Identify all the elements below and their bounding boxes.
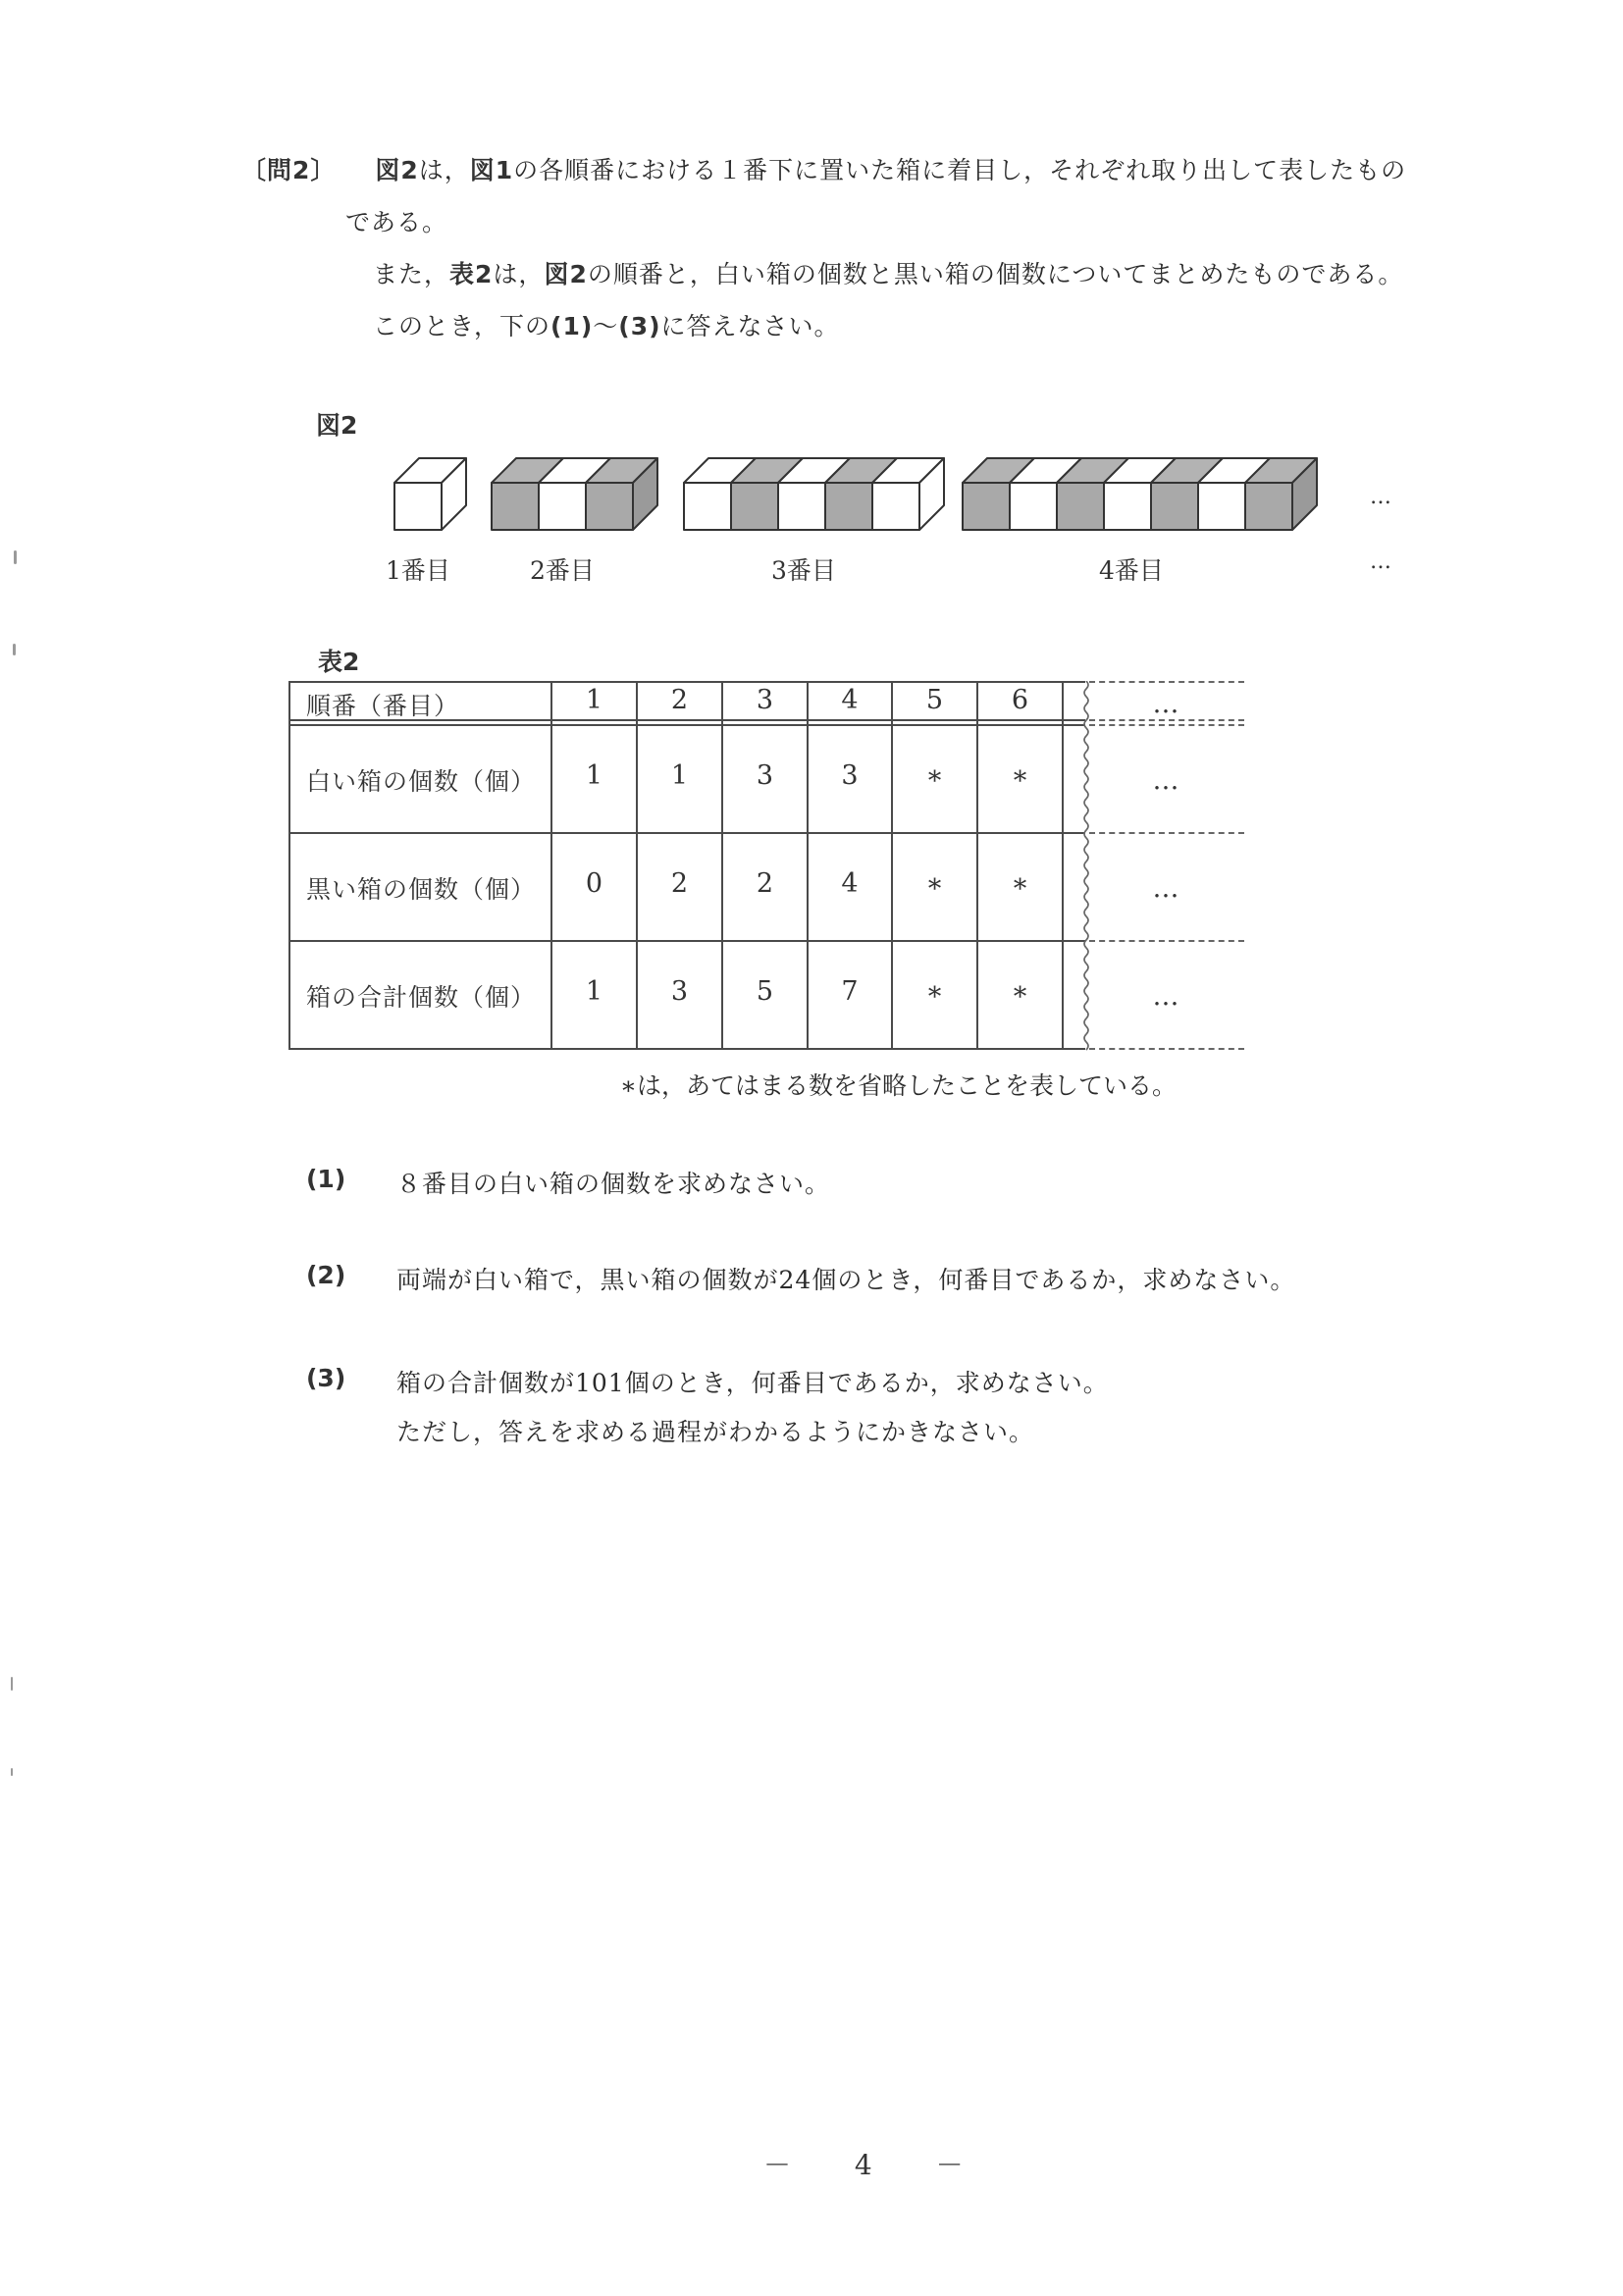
table-cell: ∗ [1011,868,1029,899]
table-cell: 3 [841,760,859,791]
figure-label-continuation: … [1370,549,1393,574]
box-front-face [1057,483,1104,530]
question-number: (3) [306,1364,346,1392]
figure-continuation: … [1370,485,1393,509]
table-cell: 0 [585,868,603,899]
table-cell: 1 [585,976,603,1007]
question-1-number [306,1165,345,1193]
table-title: 表2 [318,648,360,676]
table-ref: 表2 [449,260,494,288]
figure-label-2: 2番目 [530,556,595,585]
table-cell: ∗ [925,868,944,899]
table-cell: 1 [585,760,603,791]
table-row-continuation: … [1152,981,1181,1012]
figure-ref: 図2 [375,156,419,184]
table-header-cell: 6 [1011,685,1029,715]
table-cell: 7 [841,976,859,1007]
table-cell: ∗ [925,760,944,791]
table-header-continuation: … [1152,689,1181,719]
box-front-face [586,483,633,530]
question-2-text: 両端が白い箱で，黒い箱の個数が24個のとき，何番目であるか，求めなさい。 [396,1266,1296,1294]
table-header-cell: 5 [925,685,944,715]
box-front-face [684,483,731,530]
box-front-face [1010,483,1057,530]
box-front-face [492,483,539,530]
text-fragment: また， [373,260,450,288]
scan-artifact [14,550,17,564]
table-cell: 2 [756,868,774,899]
box-front-face [778,483,825,530]
question-number: (2) [306,1261,346,1289]
text-fragment: このとき，下の [373,312,551,340]
box-front-face [1104,483,1151,530]
table-cell: ∗ [925,976,944,1007]
question-3-text-line-2: ただし，答えを求める過程がわかるようにかきなさい。 [396,1418,1035,1446]
box-front-face [1151,483,1198,530]
figure-label-1: 1番目 [386,556,450,585]
text-fragment: は， [493,260,545,288]
table-header-cell: 1 [585,685,603,715]
box-front-face [872,483,919,530]
question-3-number [306,1364,345,1392]
figure-title: 図2 [316,411,358,440]
question-ref: (3) [618,312,661,340]
table-cell: 3 [756,760,774,791]
text-fragment: は， [418,156,470,184]
table-row-label-total: 箱の合計個数（個） [306,983,537,1012]
scan-artifact [13,644,16,655]
table-row-label-white: 白い箱の個数（個） [306,767,537,796]
table-header-cell: 2 [670,685,689,715]
problem-line-2: である。 [345,208,448,236]
table-note: ∗は，あてはまる数を省略したことを表している。 [620,1071,1177,1100]
table-cell: 1 [670,760,689,791]
table-row-label-black: 黒い箱の個数（個） [306,875,537,904]
box-front-face [539,483,586,530]
figure-label-3: 3番目 [771,556,836,585]
box-front-face [825,483,872,530]
box-front-face [1198,483,1245,530]
text-fragment: に答えなさい。 [660,312,840,340]
table-cell: ∗ [1011,760,1029,791]
scan-artifact [11,1768,13,1776]
box-front-face [963,483,1010,530]
table-cell: 5 [756,976,774,1007]
table-header-label: 順番（番目） [306,692,460,720]
table-header-cell: 3 [756,685,774,715]
text-fragment: の各順番における１番下に置いた箱に着目し，それぞれ取り出して表したもの [513,156,1407,184]
table-row-continuation: … [1152,873,1181,904]
question-2-number [306,1261,345,1289]
table-header-cell: 4 [841,685,859,715]
question-1-text: ８番目の白い箱の個数を求めなさい。 [396,1170,831,1198]
figure-2-boxes [0,0,1623,608]
figure-label-4: 4番目 [1099,556,1164,585]
question-3-text: 箱の合計個数が101個のとき，何番目であるか，求めなさい。 [396,1369,1109,1397]
table-row-continuation: … [1152,765,1181,796]
page-number: － 4 － [763,2149,991,2181]
box-front-face [731,483,778,530]
table-cell: ∗ [1011,976,1029,1007]
table-cell: 2 [670,868,689,899]
question-number: (1) [306,1165,346,1193]
box-front-face [1245,483,1292,530]
question-ref: (1) [550,312,594,340]
table-cell: 4 [841,868,859,899]
problem-number: 〔問2〕 [241,156,337,184]
scan-artifact [11,1677,13,1691]
text-fragment: ～ [593,312,619,340]
table-cell: 3 [670,976,689,1007]
text-fragment: の順番と，白い箱の個数と黒い箱の個数についてまとめたものである。 [587,260,1404,288]
figure-ref: 図2 [544,260,588,288]
box-front-face [394,483,442,530]
figure-ref: 図1 [469,156,514,184]
